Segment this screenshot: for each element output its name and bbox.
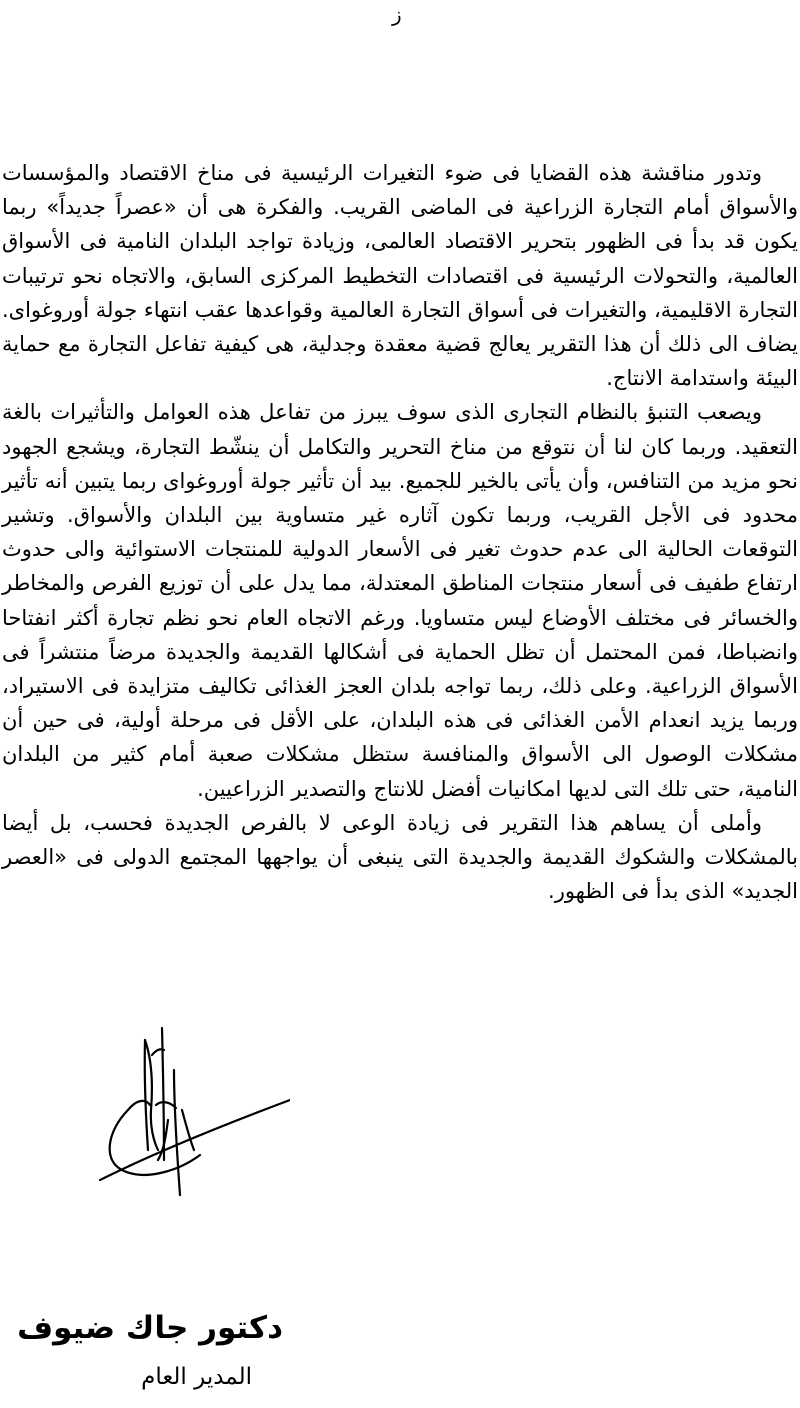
paragraph-3: وأملى أن يساهم هذا التقرير فى زيادة الوعى لا بالفرص الجديدة فحسب، بل أيضا بالمشكلات والشكوك القديمة والجديدة التى ينبغى أن يواجهها المجتمع الدولى فى «العصر الجديد» الذى بدأ فى الظهور.: [2, 810, 798, 904]
page-letter-marker: ز: [392, 2, 402, 26]
signatory-name: دكتور جاك ضيوف: [17, 1310, 283, 1346]
foreword-body: [2, 156, 798, 908]
handwritten-signature: [90, 1010, 290, 1220]
paragraph-1: وتدور مناقشة هذه القضايا فى ضوء التغيرات الرئيسية فى مناخ الاقتصاد والمؤسسات والأسواق أمام التجارة الزراعية فى الماضى القريب. والفكرة هى أن «عصراً جديداً» ربما يكون قد بدأ فى الظهور بتحرير الاقتصاد العالمى، وزيادة تواجد البلدان النامية فى الأسواق العالمية، والتحولات الرئيسية فى اقتصادات التخطيط المركزى السابق، والاتجاه نحو ترتيبات التجارة الاقليمية، والتغيرات فى أسواق التجارة العالمية وقواعدها عقب انتهاء جولة أوروغواى. يضاف الى ذلك أن هذا التقرير يعالج قضية معقدة وجدلية، هى كيفية تفاعل التجارة مع حماية البيئة واستدامة الانتاج.: [2, 161, 798, 391]
paragraph-2: ويصعب التنبؤ بالنظام التجارى الذى سوف يبرز من تفاعل هذه العوامل والتأثيرات بالغة التعقيد. وربما كان لنا أن نتوقع من مناخ التحرير والتكامل أن ينشّط التجارة، ويشجع الجهود نحو مزيد من التنافس، وأن يأتى بالخير للجميع. بيد أن تأثير جولة أوروغواى ربما يتبين أنه تأثير محدود فى الأجل القريب، وربما تكون آثاره غير متساوية بين البلدان والأسواق. وتشير التوقعات الحالية الى عدم حدوث تغير فى الأسعار الدولية للمنتجات الاستوائية والى حدوث ارتفاع طفيف فى أسعار منتجات المناطق المعتدلة، مما يدل على أن توزيع الفرص والمخاطر والخسائر فى مختلف الأوضاع ليس متساويا. ورغم الاتجاه العام نحو نظم تجارة أكثر انفتاحا وانضباطا، فمن المحتمل أن تظل الحماية فى أشكالها القديمة والجديدة مرضاً منتشراً فى الأسواق الزراعية. وعلى ذلك، ربما تواجه بلدان العجز الغذائى تكاليف متزايدة فى الاستيراد، وربما يزيد انعدام الأمن الغذائى فى هذه البلدان، على الأقل فى مرحلة أولية، فى حين أن مشكلات الوصول الى الأسواق والمنافسة ستظل مشكلات صعبة أمام كثير من البلدان النامية، حتى تلك التى لديها امكانيات أفضل للانتاج والتصدير الزراعيين.: [2, 400, 798, 801]
signatory-title: المدير العام: [141, 1364, 252, 1390]
